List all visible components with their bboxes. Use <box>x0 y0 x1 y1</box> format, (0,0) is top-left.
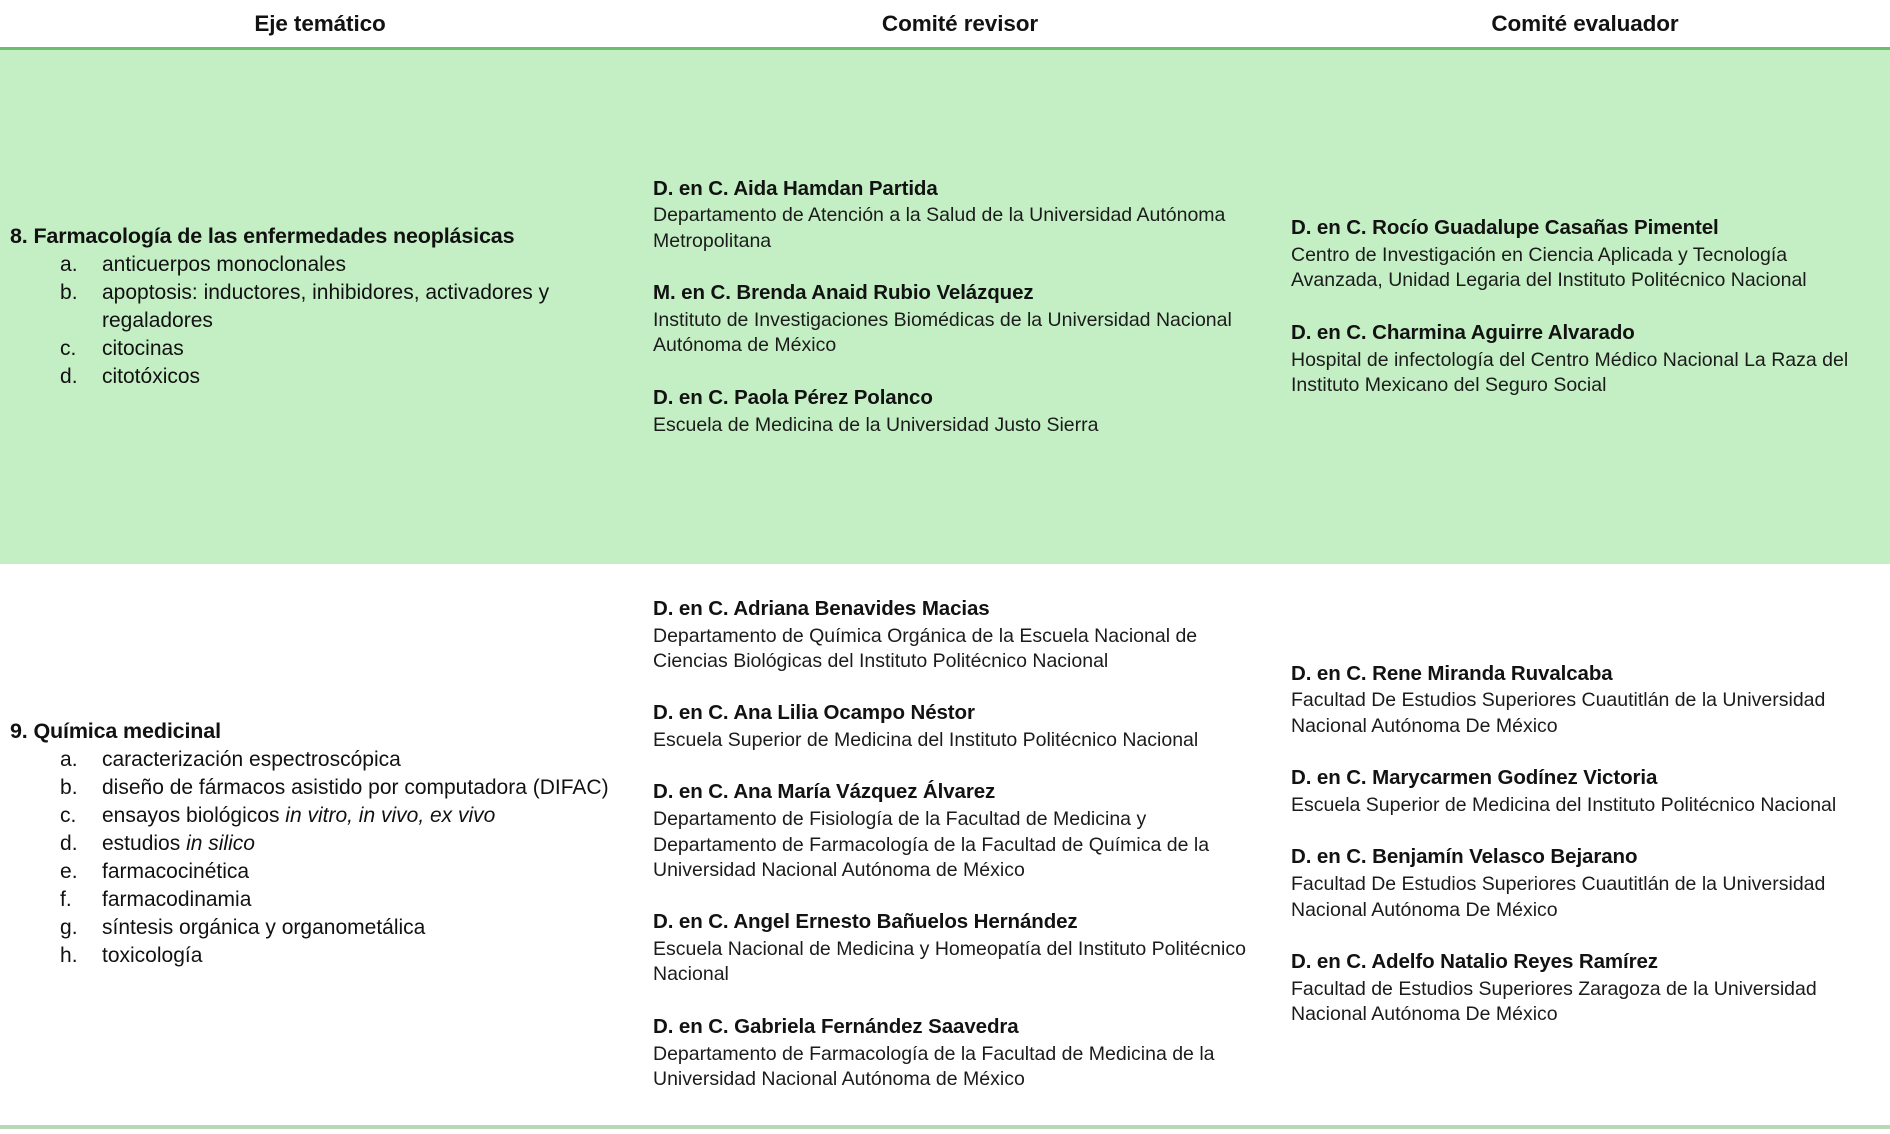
list-item <box>60 279 626 335</box>
column-header-eje-tematico <box>0 0 640 49</box>
person-entry <box>653 779 1254 883</box>
list-item <box>60 914 626 942</box>
list-item-label: farmacodinamia <box>102 887 252 911</box>
person-entry <box>653 280 1254 359</box>
person-affiliation: Instituto de Investigaciones Biomédicas de la Universidad Nacional Autónoma de México <box>653 308 1232 357</box>
person-name: D. en C. Ana María Vázquez Álvarez <box>653 780 996 804</box>
person-name: D. en C. Rene Miranda Ruvalcaba <box>1291 661 1613 685</box>
column-header-comite-evaluador <box>1280 0 1890 49</box>
list-item-emphasis: in silico <box>186 832 255 856</box>
person-entry <box>1291 215 1860 294</box>
cell-comite-revisor <box>640 49 1280 564</box>
eje-tematico-title: 8. Farmacología de las enfermedades neoplásicas <box>10 223 515 248</box>
column-header-comite-evaluador-label: Comité evaluador <box>1491 10 1679 36</box>
list-item-label: anticuerpos monoclonales <box>102 252 346 276</box>
person-entry <box>1291 844 1860 923</box>
person-entry <box>653 1014 1254 1093</box>
list-item <box>60 774 626 802</box>
eje-tematico-subtopics <box>10 251 626 391</box>
column-header-comite-revisor-label: Comité revisor <box>881 10 1039 36</box>
list-item-label: toxicología <box>102 943 203 967</box>
person-name: D. en C. Ana Lilia Ocampo Néstor <box>653 701 975 725</box>
comite-evaluador-list <box>1280 215 1890 398</box>
person-affiliation: Departamento de Atención a la Salud de la Universidad Autónoma Metropolitana <box>653 204 1226 252</box>
list-item <box>60 830 626 858</box>
list-item-label: farmacocinética <box>102 859 250 883</box>
person-affiliation: Departamento de Fisiología de la Facultad de Medicina y Departamento de Farmacología de la Facultad de Química de la Universidad Nacional Autónoma de México <box>653 808 1210 881</box>
person-affiliation: Escuela Superior de Medicina del Instituto Politécnico Nacional <box>653 729 1199 752</box>
list-item <box>60 858 626 886</box>
person-name: D. en C. Aida Hamdan Partida <box>653 176 938 200</box>
eje-tematico-title: 9. Química medicinal <box>10 719 221 744</box>
list-item-label: síntesis orgánica y organometálica <box>102 915 426 939</box>
comite-revisor-list <box>640 596 1280 1093</box>
list-item <box>60 802 626 830</box>
person-entry <box>1291 661 1860 740</box>
list-item-label: citocinas <box>102 336 184 360</box>
list-item-emphasis: in vitro, in vivo, ex vivo <box>285 804 496 828</box>
person-name: D. en C. Adelfo Natalio Reyes Ramírez <box>1291 949 1658 973</box>
table-row <box>0 49 1890 564</box>
person-affiliation: Escuela Superior de Medicina del Instituto Politécnico Nacional <box>1291 793 1837 816</box>
table-header-row <box>0 0 1890 49</box>
person-affiliation: Escuela de Medicina de la Universidad Justo Sierra <box>653 413 1099 436</box>
person-affiliation: Hospital de infectología del Centro Médico Nacional La Raza del Instituto Mexicano del Seguro Social <box>1291 348 1849 396</box>
list-item <box>60 363 626 391</box>
cell-eje-tematico <box>0 564 640 1127</box>
list-item-label: apoptosis: inductores, inhibidores, activadores y regaladores <box>102 280 550 332</box>
person-name: M. en C. Brenda Anaid Rubio Velázquez <box>653 281 1034 305</box>
list-item <box>60 886 626 914</box>
person-affiliation: Departamento de Farmacología de la Facultad de Medicina de la Universidad Nacional Autónoma de México <box>653 1042 1215 1090</box>
eje-tematico-subtopics <box>10 746 626 969</box>
person-affiliation: Facultad De Estudios Superiores Cuautitlán de la Universidad Nacional Autónoma De México <box>1291 689 1826 737</box>
list-item-label: citotóxicos <box>102 364 201 388</box>
column-header-eje-tematico-label: Eje temático <box>254 10 386 36</box>
comite-revisor-list <box>640 176 1280 438</box>
person-affiliation: Departamento de Química Orgánica de la Escuela Nacional de Ciencias Biológicas del Instituto Politécnico Nacional <box>653 624 1198 672</box>
person-affiliation: Escuela Nacional de Medicina y Homeopatía del Instituto Politécnico Nacional <box>653 938 1246 986</box>
person-name: D. en C. Angel Ernesto Bañuelos Hernández <box>653 910 1078 934</box>
person-name: D. en C. Benjamín Velasco Bejarano <box>1291 845 1638 869</box>
person-entry <box>653 909 1254 988</box>
person-entry <box>653 700 1254 753</box>
cell-comite-evaluador <box>1280 564 1890 1127</box>
cell-comite-evaluador <box>1280 49 1890 564</box>
person-affiliation: Centro de Investigación en Ciencia Aplicada y Tecnología Avanzada, Unidad Legaria del Instituto Politécnico Nacional <box>1291 244 1807 292</box>
person-name: D. en C. Marycarmen Godínez Victoria <box>1291 766 1658 790</box>
person-entry <box>653 385 1254 438</box>
person-affiliation: Facultad De Estudios Superiores Cuautitlán de la Universidad Nacional Autónoma De México <box>1291 873 1826 921</box>
eje-tematico-block <box>0 718 640 969</box>
person-entry <box>653 596 1254 675</box>
person-name: D. en C. Gabriela Fernández Saavedra <box>653 1014 1019 1038</box>
person-name: D. en C. Paola Pérez Polanco <box>653 385 933 409</box>
eje-tematico-block <box>0 223 640 391</box>
person-affiliation: Facultad de Estudios Superiores Zaragoza de la Universidad Nacional Autónoma De México <box>1291 977 1817 1026</box>
list-item-label: ensayos biológicos <box>102 804 286 828</box>
list-item <box>60 251 626 279</box>
person-entry <box>653 176 1254 255</box>
table-body <box>0 49 1890 1127</box>
table-row <box>0 564 1890 1127</box>
person-name: D. en C. Adriana Benavides Macias <box>653 596 990 620</box>
person-name: D. en C. Charmina Aguirre Alvarado <box>1291 320 1635 344</box>
list-item <box>60 746 626 774</box>
list-item-label: caracterización espectroscópica <box>102 748 401 772</box>
cell-eje-tematico <box>0 49 640 564</box>
table-header <box>0 0 1890 49</box>
list-item <box>60 335 626 363</box>
person-entry <box>1291 320 1860 399</box>
person-entry <box>1291 765 1860 818</box>
comite-evaluador-list <box>1280 661 1890 1028</box>
person-name: D. en C. Rocío Guadalupe Casañas Pimentel <box>1291 216 1719 240</box>
cell-comite-revisor <box>640 564 1280 1127</box>
list-item <box>60 942 626 970</box>
list-item-label: estudios <box>102 832 187 856</box>
list-item-label: diseño de fármacos asistido por computadora (DIFAC) <box>102 776 609 800</box>
person-entry <box>1291 949 1860 1028</box>
column-header-comite-revisor <box>640 0 1280 49</box>
